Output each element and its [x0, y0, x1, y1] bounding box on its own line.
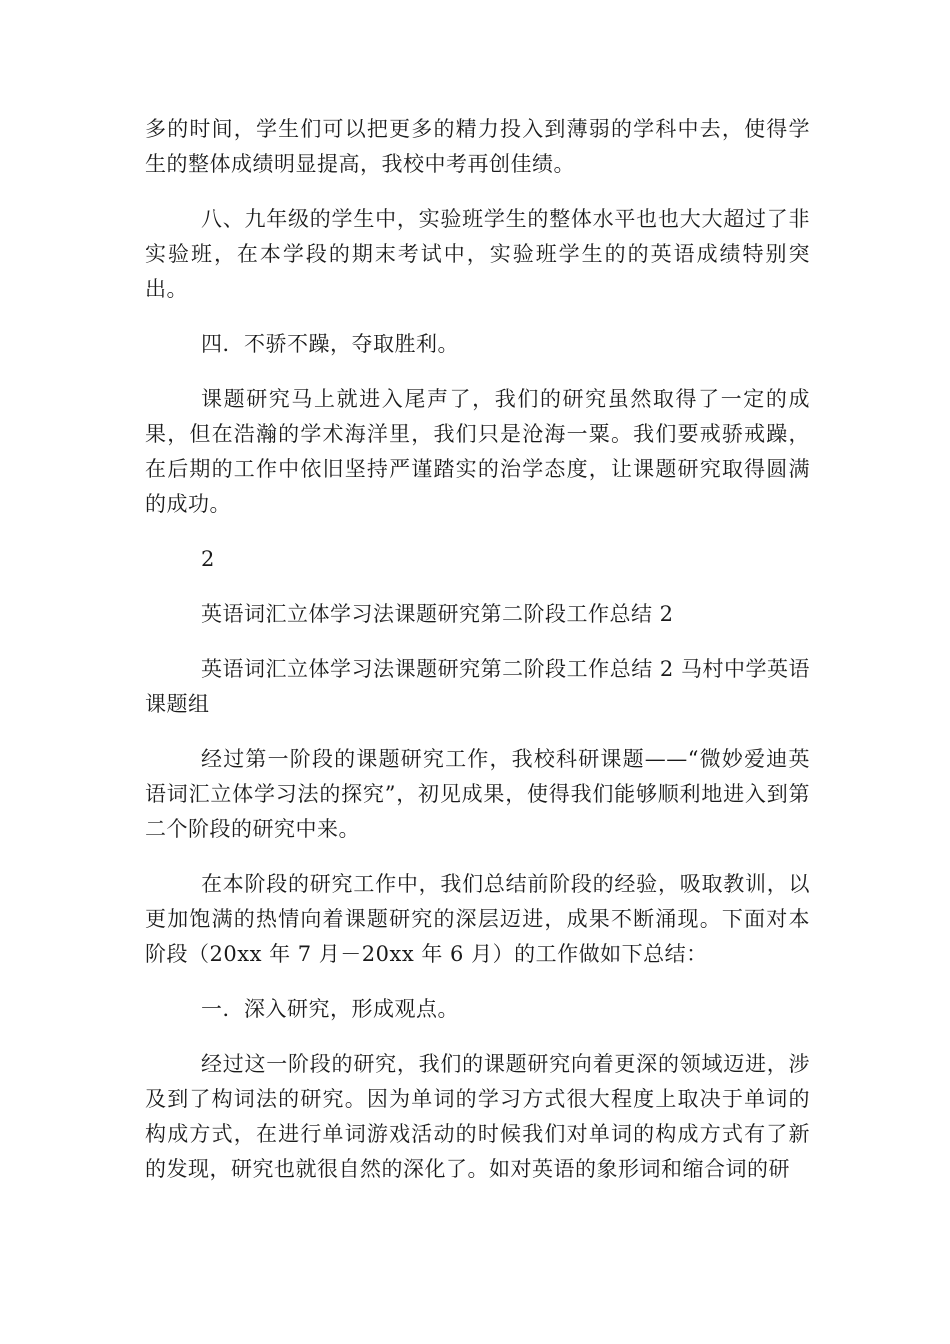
- document-title: 英语词汇立体学习法课题研究第二阶段工作总结 2: [201, 602, 674, 626]
- paragraph-8: 经过第一阶段的课题研究工作，我校科研课题——“微妙爱迪英语词汇立体学习法的探究”，初见成果，使得我们能够顺利地进入到第二个阶段的研究中来。: [145, 747, 810, 841]
- section-number: 2: [201, 547, 215, 571]
- paragraph-2: 八、九年级的学生中，实验班学生的整体水平也也大大超过了非实验班，在本学段的期末考试中，实验班学生的的英语成绩特别突出。: [145, 207, 810, 301]
- paragraph-9: 在本阶段的研究工作中，我们总结前阶段的经验，吸取教训，以更加饱满的热情向着课题研究的深层迈进，成果不断涌现。下面对本阶段（20xx 年 7 月－20xx 年 6 月）的工作做如下总结：: [145, 872, 810, 966]
- document-body: [145, 112, 810, 1207]
- document-subtitle: 英语词汇立体学习法课题研究第二阶段工作总结 2 马村中学英语课题组: [145, 657, 810, 716]
- section-heading-4: 四．不骄不躁，夺取胜利。: [201, 332, 459, 356]
- paragraph-4: 课题研究马上就进入尾声了，我们的研究虽然取得了一定的成果，但在浩瀚的学术海洋里，我们只是沧海一粟。我们要戒骄戒躁，在后期的工作中依旧坚持严谨踏实的治学态度，让课题研究取得圆满的成功。: [145, 387, 810, 516]
- paragraph-1: 多的时间，学生们可以把更多的精力投入到薄弱的学科中去，使得学生的整体成绩明显提高，我校中考再创佳绩。: [145, 117, 810, 176]
- paragraph-11: 经过这一阶段的研究，我们的课题研究向着更深的领域迈进，涉及到了构词法的研究。因为单词的学习方式很大程度上取决于单词的构成方式，在进行单词游戏活动的时候我们对单词的构成方式有了新的发现，研究也就很自然的深化了。如对英语的象形词和缩合词的研: [145, 1052, 810, 1181]
- section-heading-1: 一．深入研究，形成观点。: [201, 997, 459, 1021]
